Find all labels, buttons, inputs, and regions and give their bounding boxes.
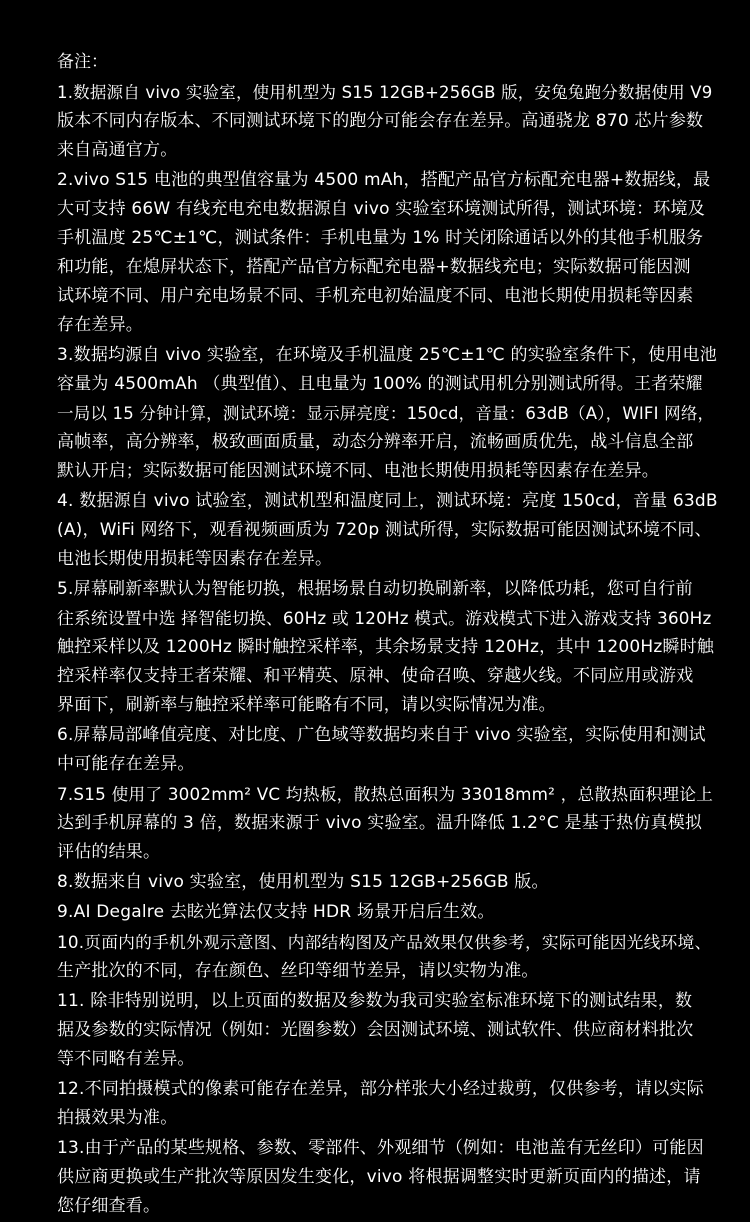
note-line: 供应商更换或生产批次等原因发生变化，vivo 将根据调整实时更新页面内的描述，请	[57, 1167, 701, 1187]
note-line: 拍摄效果为准。	[57, 1108, 178, 1128]
note-line: 11. 除非特别说明，以上页面的数据及参数为我司实验室标准环境下的测试结果，数	[57, 991, 693, 1011]
note-line: 8.数据来自 vivo 实验室，使用机型为 S15 12GB+256GB 版。	[57, 872, 549, 892]
note-line: 手机温度 25℃±1℃，测试条件：手机电量为 1% 时关闭除通话以外的其他手机服务	[57, 228, 704, 248]
note-item-4	[57, 487, 717, 574]
note-line: 9.AI Degalre 去眩光算法仅支持 HDR 场景开启后生效。	[57, 902, 495, 922]
note-line: 达到手机屏幕的 3 倍，数据来源于 vivo 实验室。温升降低 1.2°C 是基于热仿真模拟	[57, 813, 703, 833]
note-line: 12.不同拍摄模式的像素可能存在差异，部分样张大小经过裁剪，仅供参考，请以实际	[57, 1079, 704, 1099]
note-item-11	[57, 987, 717, 1074]
note-line: 7.S15 使用了 3002mm² VC 均热板，散热总面积为 33018mm² ，总散热面积理论上	[57, 784, 714, 804]
note-line: 触控采样以及 1200Hz 瞬时触控采样率，其余场景支持 120Hz，其中 1200Hz瞬时触	[57, 637, 715, 657]
note-item-1	[57, 78, 717, 165]
note-line: 5.屏幕刷新率默认为智能切换，根据场景自动切换刷新率，以降低功耗，您可自行前	[57, 579, 693, 599]
note-line: 13.由于产品的某些规格、参数、零部件、外观细节（例如：电池盖有无丝印）可能因	[57, 1138, 704, 1158]
note-line: 界面下，刷新率与触控采样率可能略有不同，请以实际情况为准。	[57, 695, 556, 715]
note-item-13	[57, 1134, 717, 1221]
note-line: 默认开启；实际数据可能因测试环境不同、电池长期使用损耗等因素存在差异。	[57, 461, 659, 481]
note-item-9	[57, 898, 717, 927]
note-line: 存在差异。	[57, 315, 143, 335]
disclaimer-notes	[57, 48, 717, 1222]
note-line: 大可支持 66W 有线充电充电数据源自 vivo 实验室环境测试所得，测试环境：环境及	[57, 199, 705, 219]
note-line: 控采样率仅支持王者荣耀、和平精英、原神、使命召唤、穿越火线。不同应用或游戏	[57, 666, 694, 686]
note-line: 试环境不同、用户充电场景不同、手机充电初始温度不同、电池长期使用损耗等因素	[57, 286, 694, 306]
note-line: 您仔细查看。	[57, 1196, 161, 1216]
notes-title: 备注：	[57, 52, 108, 72]
note-line: 据及参数的实际情况（例如：光圈参数）会因测试环境、测试软件、供应商材料批次	[57, 1020, 694, 1040]
note-line: 生产批次的不同，存在颜色、丝印等细节差异，请以实物为准。	[57, 961, 539, 981]
note-item-10	[57, 928, 717, 986]
note-line: 评估的结果。	[57, 842, 161, 862]
notes-list	[57, 78, 717, 1221]
note-item-6	[57, 721, 717, 779]
note-line: 3.数据均源自 vivo 实验室，在环境及手机温度 25℃±1℃ 的实验室条件下，使用电池	[57, 345, 717, 365]
note-item-5	[57, 575, 717, 720]
note-line: 6.屏幕局部峰值亮度、对比度、广色域等数据均来自于 vivo 实验室，实际使用和测试	[57, 725, 706, 745]
note-line: 一局以 15 分钟计算，测试环境：显示屏亮度：150cd，音量：63dB（A），WIFI 网络，	[57, 404, 715, 423]
note-line: 容量为 4500mAh （典型值）、且电量为 100% 的测试用机分别测试所得。王者荣耀	[57, 374, 703, 394]
note-item-12	[57, 1075, 717, 1133]
note-line: 4. 数据源自 vivo 试验室，测试机型和温度同上，测试环境：亮度 150cd，音量 63dB	[57, 491, 718, 511]
note-item-2	[57, 166, 717, 340]
note-line: 往系统设置中选 择智能切换、60Hz 或 120Hz 模式。游戏模式下进入游戏支持 360Hz	[57, 608, 712, 628]
note-line: 2.vivo S15 电池的典型值容量为 4500 mAh，搭配产品官方标配充电器+数据线，最	[57, 170, 711, 190]
note-line: 高帧率，高分辨率，极致画面质量，动态分辨率开启，流畅画质优先，战斗信息全部	[57, 432, 694, 452]
note-line: (A)，WiFi 网络下，观看视频画质为 720p 测试所得，实际数据可能因测试环境不同、	[57, 520, 712, 540]
note-item-7	[57, 780, 717, 867]
note-item-3	[57, 341, 717, 486]
note-line: 中可能存在差异。	[57, 754, 195, 774]
note-line: 版本不同内存版本、不同测试环境下的跑分可能会存在差异。高通骁龙 870 芯片参数	[57, 111, 704, 131]
note-line: 来自高通官方。	[57, 140, 178, 160]
note-line: 电池长期使用损耗等因素存在差异。	[57, 549, 333, 569]
note-line: 10.页面内的手机外观示意图、内部结构图及产品效果仅供参考，实际可能因光线环境、	[57, 932, 712, 952]
note-line: 和功能，在熄屏状态下，搭配产品官方标配充电器+数据线充电；实际数据可能因测	[57, 257, 691, 277]
note-line: 1.数据源自 vivo 实验室，使用机型为 S15 12GB+256GB 版，安兔兔跑分数据使用 V9	[57, 83, 713, 102]
note-item-8	[57, 868, 717, 897]
note-line: 等不同略有差异。	[57, 1049, 195, 1069]
